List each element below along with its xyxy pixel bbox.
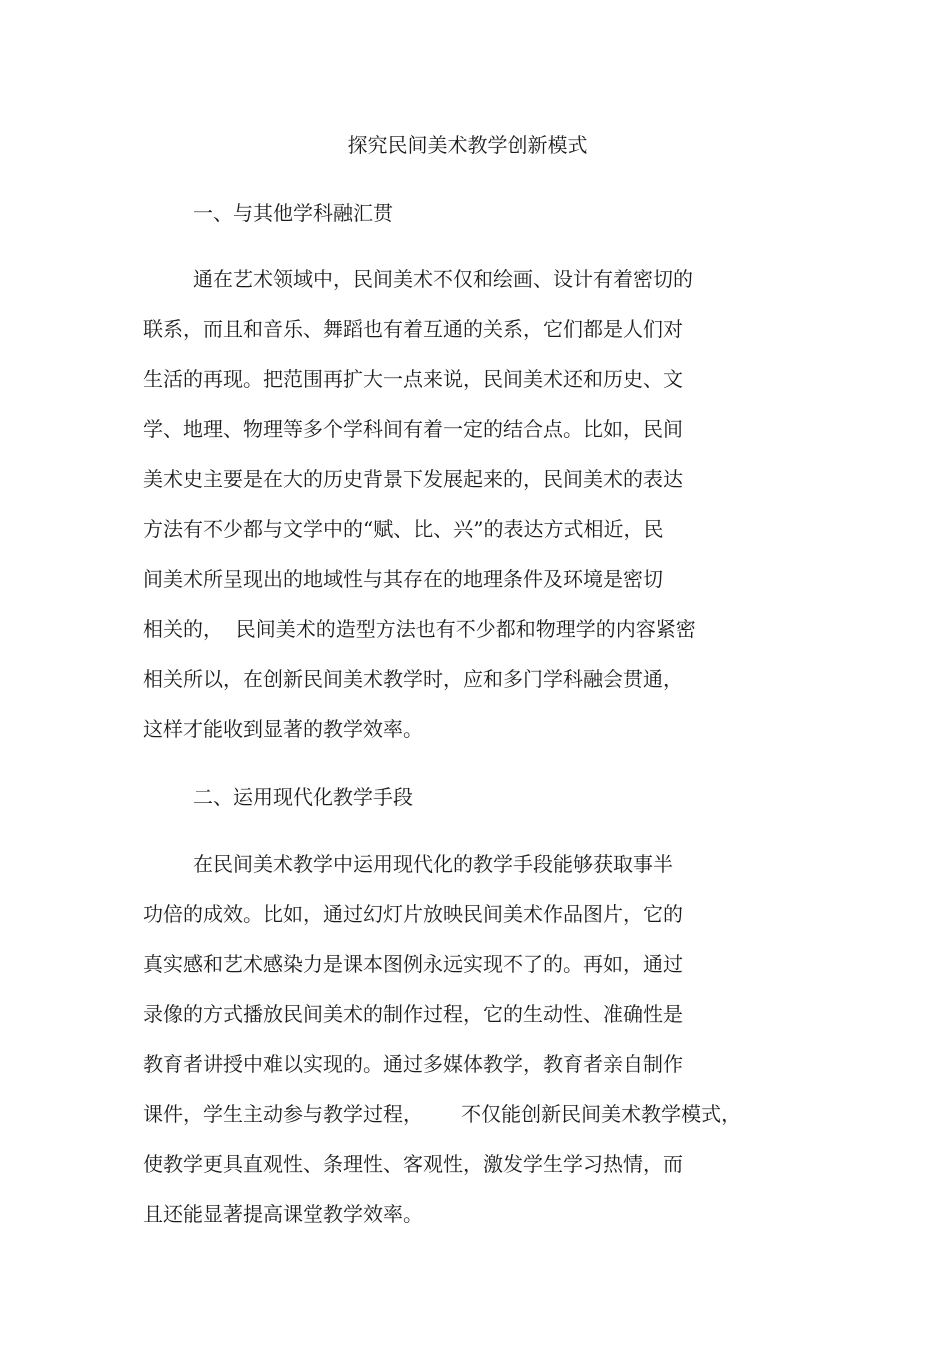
paragraph-line: 学、地理、物理等多个学科间有着一定的结合点。比如，民间 — [143, 417, 683, 441]
paragraph-line: 使教学更具直观性、条理性、客观性，激发学生学习热情，而 — [143, 1152, 683, 1176]
paragraph-line: 方法有不少都与文学中的“赋、比、兴”的表达方式相近，民 — [143, 517, 664, 541]
document-title: 探究民间美术教学创新模式 — [347, 133, 588, 157]
paragraph-line: 美术史主要是在大的历史背景下发展起来的，民间美术的表达 — [143, 467, 683, 491]
paragraph-line: 这样才能收到显著的教学效率。 — [143, 717, 423, 741]
paragraph-line: 联系，而且和音乐、舞蹈也有着互通的关系，它们都是人们对 — [143, 317, 683, 341]
section-heading-2: 二、运用现代化教学手段 — [193, 785, 413, 809]
paragraph-line: 相关的， 民间美术的造型方法也有不少都和物理学的内容紧密 — [143, 617, 696, 641]
paragraph-line: 真实感和艺术感染力是课本图例永远实现不了的。再如，通过 — [143, 952, 683, 976]
paragraph-line: 教育者讲授中难以实现的。通过多媒体教学，教育者亲自制作 — [143, 1052, 683, 1076]
paragraph-line: 课件，学生主动参与教学过程， 不仅能创新民间美术教学模式， — [143, 1102, 742, 1126]
section-heading-1: 一、与其他学科融汇贯 — [193, 201, 393, 225]
paragraph-line: 录像的方式播放民间美术的制作过程，它的生动性、准确性是 — [143, 1002, 683, 1026]
paragraph-line: 相关所以，在创新民间美术教学时，应和多门学科融会贯通， — [143, 667, 683, 691]
paragraph-line: 在民间美术教学中运用现代化的教学手段能够获取事半 — [193, 852, 673, 876]
paragraph-line: 功倍的成效。比如，通过幻灯片放映民间美术作品图片，它的 — [143, 902, 683, 926]
paragraph-line: 生活的再现。把范围再扩大一点来说，民间美术还和历史、文 — [143, 367, 683, 391]
paragraph-line: 通在艺术领域中，民间美术不仅和绘画、设计有着密切的 — [193, 267, 693, 291]
paragraph-line: 且还能显著提高课堂教学效率。 — [143, 1202, 423, 1226]
paragraph-line: 间美术所呈现出的地域性与其存在的地理条件及环境是密切 — [143, 567, 663, 591]
